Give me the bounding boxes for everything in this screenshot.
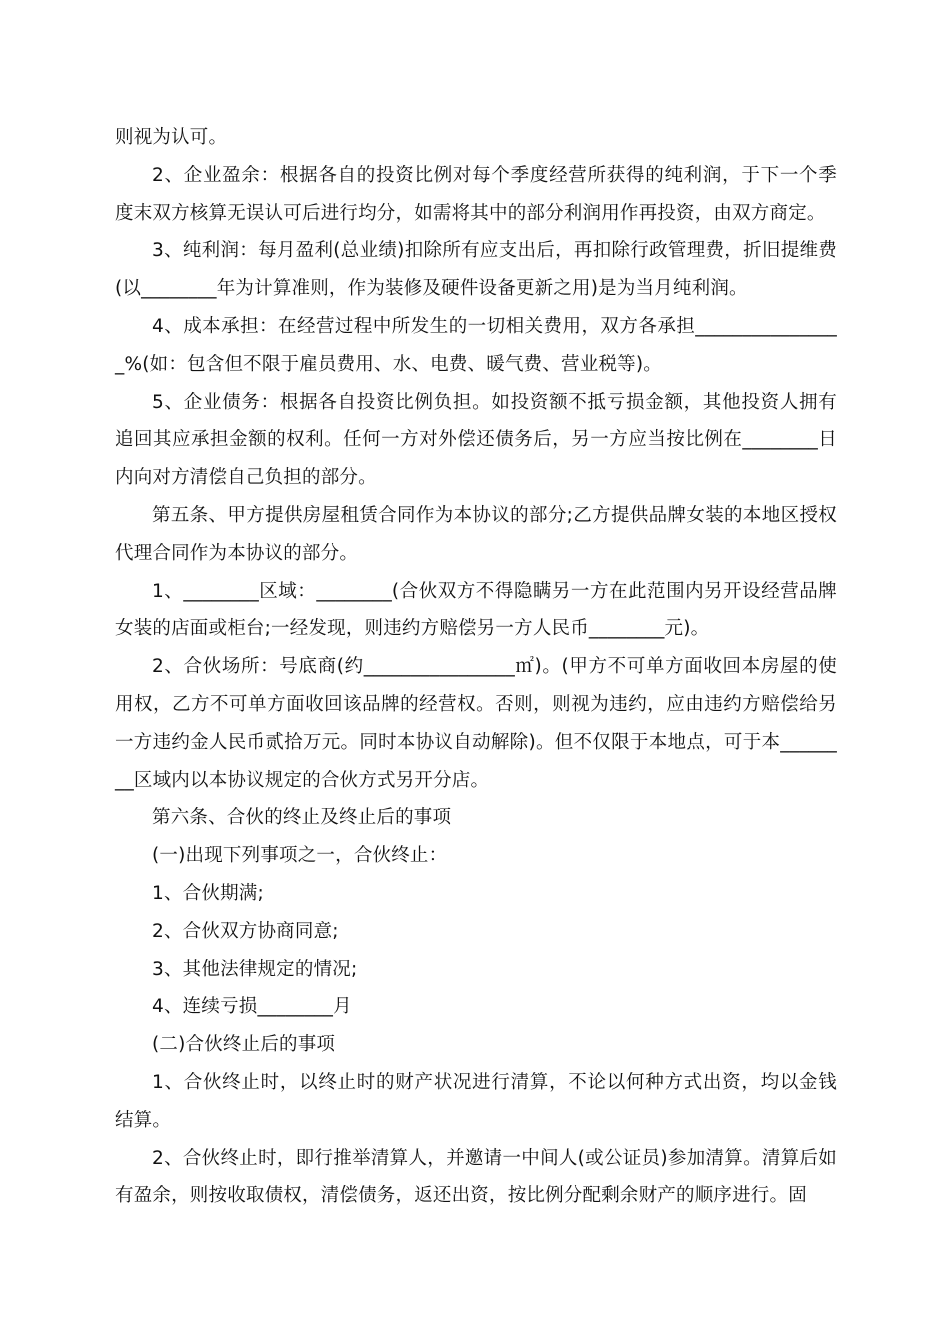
paragraph-premises: 2、合伙场所：号底商(约________________㎡)。(甲方不可单方面收回本房屋的使用权，乙方不可单方面收回该品牌的经营权。否则，则视为违约，应由违约方赔偿给另一方违约金人民币贰拾万元。同时本协议自动解除)。但不仅限于本地点，可于本________区域内以本协议规定的合伙方式另开分店。 [115, 656, 837, 791]
paragraph-article-six: 第六条、合伙的终止及终止后的事项 [152, 807, 452, 829]
list-item-term-expiry: 1、合伙期满; [152, 882, 264, 904]
paragraph-liquidation: 1、合伙终止时，以终止时的财产状况进行清算，不论以何种方式出资，均以金钱结算。 [115, 1071, 837, 1131]
paragraph-post-termination: (二)合伙终止后的事项 [152, 1034, 336, 1056]
paragraph-article-five: 第五条、甲方提供房屋租赁合同作为本协议的部分;乙方提供品牌女装的本地区授权代理合同作为本协议的部分。 [115, 504, 837, 564]
paragraph-enterprise-surplus: 2、企业盈余：根据各自的投资比例对每个季度经营所获得的纯利润，于下一个季度末双方核算无误认可后进行均分，如需将其中的部分利润用作再投资，由双方商定。 [115, 164, 837, 224]
paragraph-liquidator: 2、合伙终止时，即行推举清算人，并邀请一中间人(或公证员)参加清算。清算后如有盈余，则按收取债权，清偿债务，返还出资，按比例分配剩余财产的顺序进行。固 [115, 1147, 837, 1207]
list-item-mutual-agreement: 2、合伙双方协商同意; [152, 920, 339, 942]
document-body [115, 119, 837, 1215]
paragraph-net-profit: 3、纯利润：每月盈利(总业绩)扣除所有应支出后，再扣除行政管理费，折旧提维费(以________年为计算准则，作为装修及硬件设备更新之用)是为当月纯利润。 [115, 240, 837, 300]
list-item-continuous-loss: 4、连续亏损________月 [152, 996, 352, 1018]
paragraph-region: 1、________区域：________(合伙双方不得隐瞒另一方在此范围内另开设经营品牌女装的店面或柜台;一经发现，则违约方赔偿另一方人民币________元)。 [115, 580, 837, 640]
paragraph-continuation: 则视为认可。 [115, 127, 228, 148]
paragraph-termination-conditions: (一)出现下列事项之一，合伙终止： [152, 845, 448, 867]
paragraph-cost-sharing: 4、成本承担：在经营过程中所发生的一切相关费用，双方各承担________________%(如：包含但不限于雇员费用、水、电费、暖气费、营业税等)。 [115, 315, 837, 375]
list-item-legal-provisions: 3、其他法律规定的情况; [152, 958, 358, 980]
paragraph-enterprise-debt: 5、企业债务：根据各自投资比例负担。如投资额不抵亏损金额，其他投资人拥有追回其应承担金额的权利。任何一方对外偿还债务后，另一方应当按比例在________日内向对方清偿自己负担的部分。 [115, 391, 837, 489]
